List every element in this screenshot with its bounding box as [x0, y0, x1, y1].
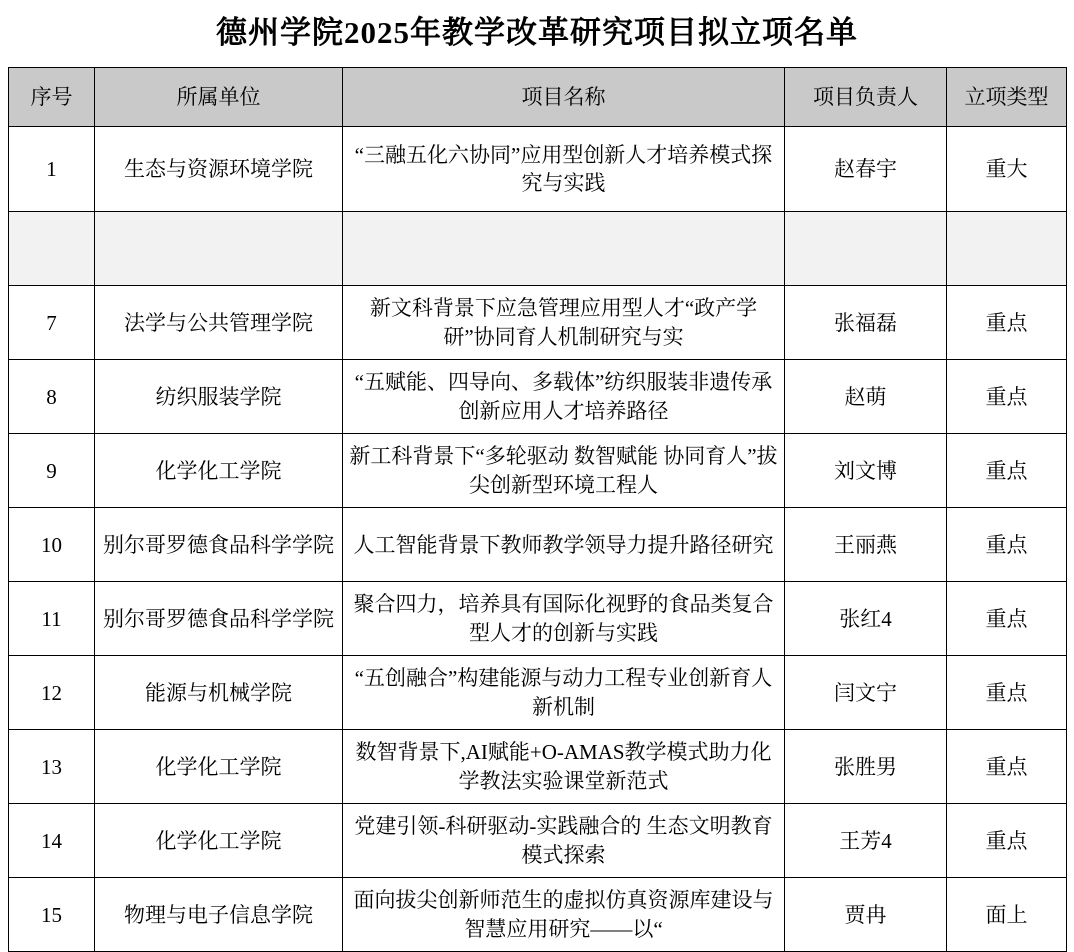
- cell-seq: 13: [9, 730, 95, 804]
- table-header-row: [9, 68, 1067, 127]
- cell-project-name: “五创融合”构建能源与动力工程专业创新育人新机制: [343, 656, 785, 730]
- cell-unit: 别尔哥罗德食品科学学院: [95, 508, 343, 582]
- cell-project-name: 数智背景下,AI赋能+O-AMAS教学模式助力化学教法实验课堂新范式: [343, 730, 785, 804]
- cell-owner: 张胜男: [785, 730, 947, 804]
- separator-cell: [947, 212, 1067, 286]
- cell-type: 重点: [947, 582, 1067, 656]
- cell-seq: 10: [9, 508, 95, 582]
- cell-seq: 11: [9, 582, 95, 656]
- table-row-separator: [9, 212, 1067, 286]
- column-header-seq: 序号: [9, 68, 95, 127]
- cell-unit: 化学化工学院: [95, 434, 343, 508]
- cell-owner: 赵萌: [785, 360, 947, 434]
- cell-project-name: 新文科背景下应急管理应用型人才“政产学研”协同育人机制研究与实: [343, 286, 785, 360]
- cell-seq: 7: [9, 286, 95, 360]
- cell-type: 重点: [947, 434, 1067, 508]
- cell-project-name: 聚合四力，培养具有国际化视野的食品类复合型人才的创新与实践: [343, 582, 785, 656]
- separator-cell: [785, 212, 947, 286]
- cell-type: 重点: [947, 286, 1067, 360]
- separator-cell: [95, 212, 343, 286]
- cell-owner: 王芳4: [785, 804, 947, 878]
- cell-seq: 8: [9, 360, 95, 434]
- table-row: [9, 127, 1067, 212]
- cell-unit: 化学化工学院: [95, 730, 343, 804]
- cell-seq: 15: [9, 878, 95, 952]
- cell-project-name: “五赋能、四导向、多载体”纺织服装非遗传承创新应用人才培养路径: [343, 360, 785, 434]
- cell-seq: 14: [9, 804, 95, 878]
- cell-unit: 物理与电子信息学院: [95, 878, 343, 952]
- column-header-type: 立项类型: [947, 68, 1067, 127]
- cell-owner: 张福磊: [785, 286, 947, 360]
- separator-cell: [343, 212, 785, 286]
- cell-unit: 化学化工学院: [95, 804, 343, 878]
- table-row: [9, 804, 1067, 878]
- table-row: [9, 360, 1067, 434]
- column-header-name: 项目名称: [343, 68, 785, 127]
- cell-owner: 张红4: [785, 582, 947, 656]
- cell-type: 重点: [947, 508, 1067, 582]
- table-header: [9, 68, 1067, 127]
- table-row: [9, 878, 1067, 952]
- table-row: [9, 730, 1067, 804]
- cell-unit: 纺织服装学院: [95, 360, 343, 434]
- cell-type: 重点: [947, 656, 1067, 730]
- cell-unit: 别尔哥罗德食品科学学院: [95, 582, 343, 656]
- table-row: [9, 508, 1067, 582]
- table-body: [9, 127, 1067, 952]
- project-list-table: [8, 67, 1067, 952]
- cell-project-name: 面向拔尖创新师范生的虚拟仿真资源库建设与智慧应用研究——以“: [343, 878, 785, 952]
- cell-owner: 王丽燕: [785, 508, 947, 582]
- cell-type: 重点: [947, 804, 1067, 878]
- cell-owner: 赵春宇: [785, 127, 947, 212]
- column-header-unit: 所属单位: [95, 68, 343, 127]
- cell-type: 面上: [947, 878, 1067, 952]
- cell-type: 重点: [947, 360, 1067, 434]
- separator-cell: [9, 212, 95, 286]
- cell-seq: 12: [9, 656, 95, 730]
- cell-owner: 闫文宁: [785, 656, 947, 730]
- page-title: 德州学院2025年教学改革研究项目拟立项名单: [216, 15, 858, 50]
- cell-owner: 贾冉: [785, 878, 947, 952]
- cell-seq: 9: [9, 434, 95, 508]
- cell-project-name: 新工科背景下“多轮驱动 数智赋能 协同育人”拔尖创新型环境工程人: [343, 434, 785, 508]
- table-row: [9, 434, 1067, 508]
- table-row: [9, 582, 1067, 656]
- cell-unit: 法学与公共管理学院: [95, 286, 343, 360]
- cell-type: 重点: [947, 730, 1067, 804]
- cell-seq: 1: [9, 127, 95, 212]
- table-row: [9, 286, 1067, 360]
- cell-owner: 刘文博: [785, 434, 947, 508]
- cell-project-name: 党建引领-科研驱动-实践融合的 生态文明教育模式探索: [343, 804, 785, 878]
- cell-unit: 能源与机械学院: [95, 656, 343, 730]
- cell-project-name: 人工智能背景下教师教学领导力提升路径研究: [343, 508, 785, 582]
- table-row: [9, 656, 1067, 730]
- cell-project-name: “三融五化六协同”应用型创新人才培养模式探究与实践: [343, 127, 785, 212]
- column-header-owner: 项目负责人: [785, 68, 947, 127]
- cell-type: 重大: [947, 127, 1067, 212]
- cell-unit: 生态与资源环境学院: [95, 127, 343, 212]
